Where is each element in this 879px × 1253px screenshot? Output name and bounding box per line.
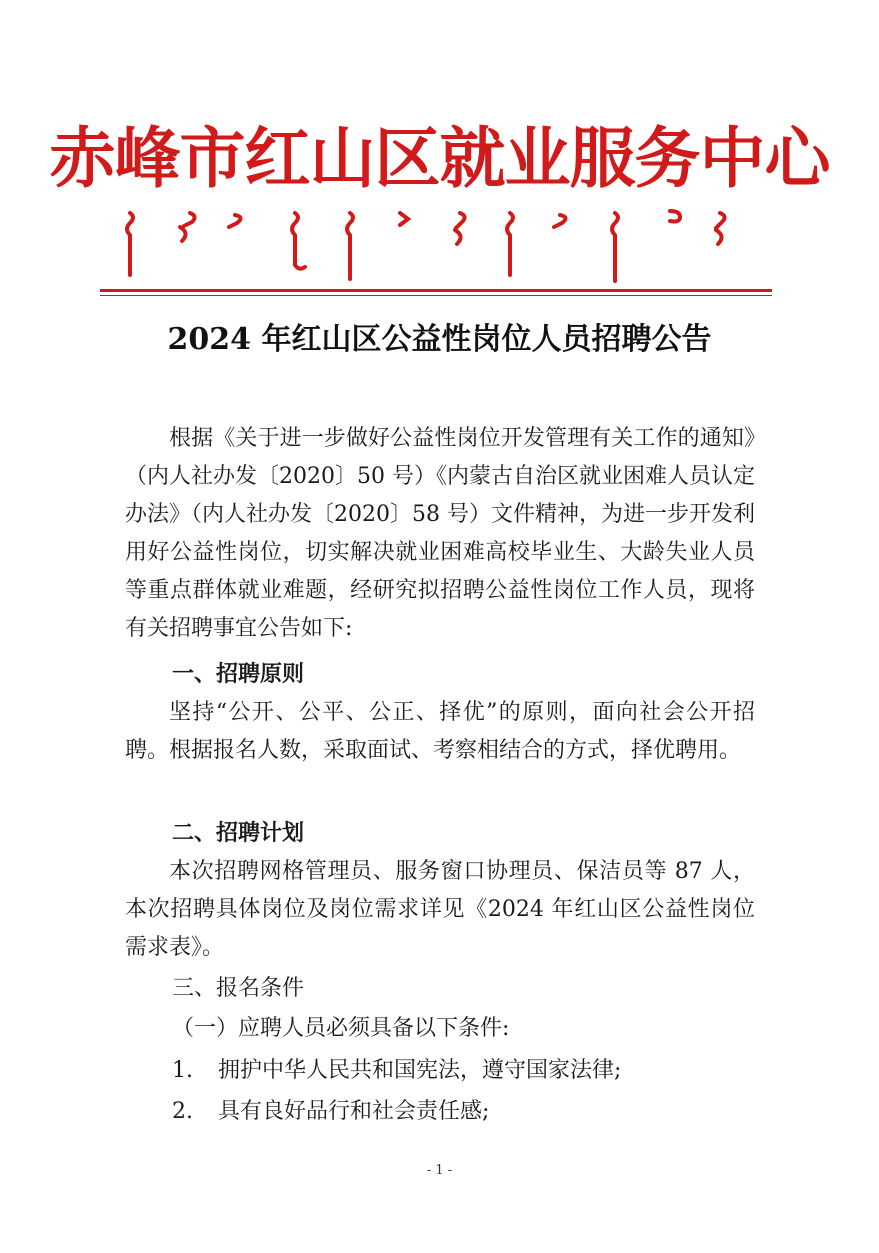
header-red-rule-thick — [100, 289, 772, 292]
intro-paragraph: 根据《关于进一步做好公益性岗位开发管理有关工作的通知》（内人社办发〔2020〕50 号）《内蒙古自治区就业困难人员认定办法》（内人社办发〔2020〕58 号）文件精神，为进一步开发利用好公益性岗位，切实解决就业困难高校毕业生、大龄失业人员等重点群体就业难题，经研究拟招聘公益性岗位工作人员，现将有关招聘事宜公告如下: — [125, 426, 755, 641]
section-text-principles: 坚持“公开、公平、公正、择优”的原则，面向社会公开招聘。根据报名人数，采取面试、考察相结合的方式，择优聘用。 — [125, 700, 755, 763]
header-red-rule-thin — [100, 295, 772, 296]
section-heading-plan: 二、招聘计划 — [172, 821, 305, 846]
conditions-subheading: （一）应聘人员必须具备以下条件: — [172, 1016, 510, 1041]
section-heading-principles: 一、招聘原则 — [172, 662, 305, 687]
org-header-title: 赤峰市红山区就业服务中心 — [49, 119, 830, 197]
section-heading-conditions: 三、报名条件 — [172, 976, 305, 1001]
mongolian-script-logo — [120, 205, 760, 283]
section-text-plan: 本次招聘网格管理员、服务窗口协理员、保洁员等 87 人，本次招聘具体岗位及岗位需求详见《2024 年红山区公益性岗位需求表》。 — [125, 859, 755, 960]
document-title: 2024 年红山区公益性岗位人员招聘公告 — [167, 322, 712, 357]
list-item-text: 具有良好品行和社会责任感; — [218, 1099, 490, 1124]
list-item-text: 拥护中华人民共和国宪法，遵守国家法律; — [218, 1058, 622, 1083]
page-number: - 1 - — [426, 1163, 453, 1178]
list-item-number: 1. — [172, 1058, 193, 1083]
list-item — [172, 1093, 802, 1131]
list-item-number: 2. — [172, 1099, 193, 1124]
list-item — [172, 1052, 802, 1090]
